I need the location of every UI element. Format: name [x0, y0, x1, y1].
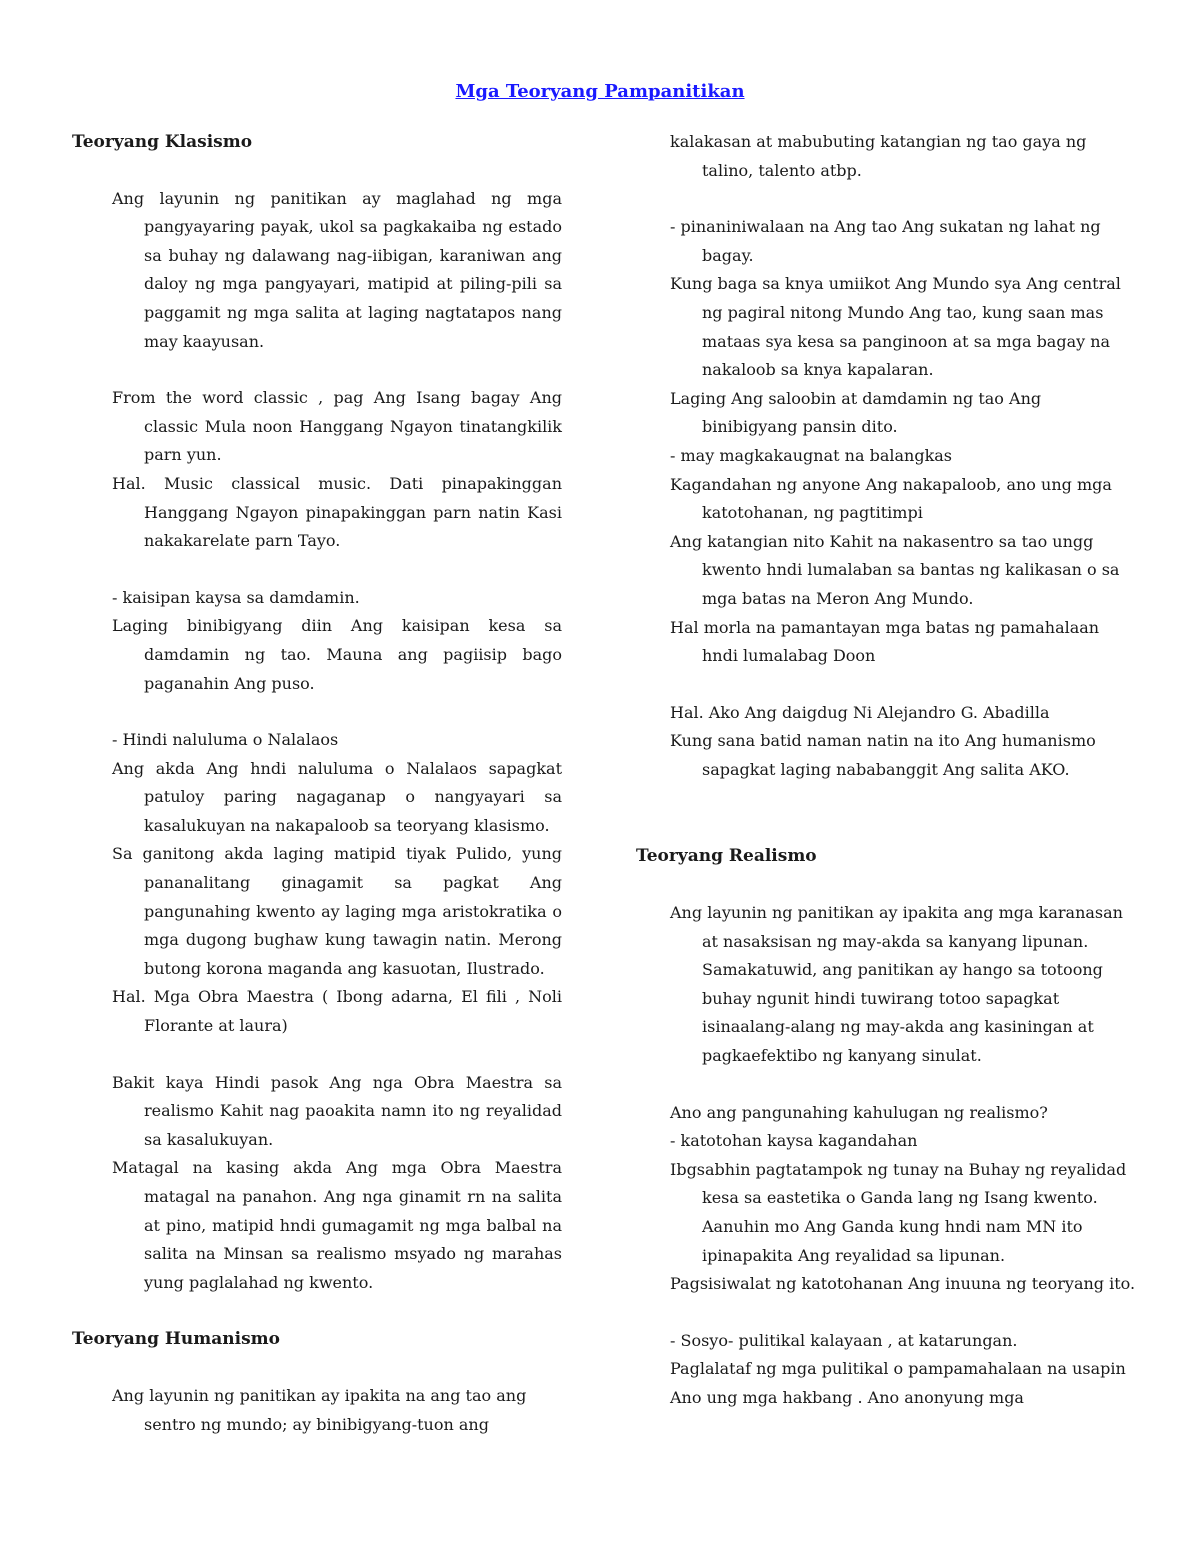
paragraph: Laging binibigyang diin Ang kaisipan kesa sa damdamin ng tao. Mauna ang pagiisip bago paganahin Ang puso.: [112, 616, 562, 693]
paragraph: Pagsisiwalat ng katotohanan Ang inuuna ng teoryang ito.: [670, 1274, 1136, 1294]
paragraph: Kung sana batid naman natin na ito Ang humanismo sapagkat laging nababanggit Ang salita AKO.: [670, 731, 1096, 779]
paragraph: Laging Ang saloobin at damdamin ng tao Ang binibigyang pansin dito.: [670, 388, 1042, 437]
left-column: [72, 128, 562, 1439]
bullet-point: - Sosyo- pulitikal kalayaan , at katarungan.: [670, 1330, 1018, 1350]
humanismo-continued: [636, 128, 1136, 784]
paragraph: Matagal na kasing akda Ang mga Obra Maestra matagal na panahon. Ang nga ginamit rn na salita at pino, matipid hndi gumagamit ng mga balbal na salita na Minsan sa realismo msyado ng marahas yung paglalahad ng kwento.: [112, 1158, 562, 1292]
paragraph: Ang layunin ng panitikan ay maglahad ng mga pangyayaring payak, ukol sa pagkakaiba ng estado sa buhay ng dalawang nag-iibigan, karaniwan ang daloy ng mga pangyayari, matipid at piling-pili sa paggamit ng mga salita at laging nagtatapos nang may kaayusan.: [112, 188, 562, 351]
document-title[interactable]: Mga Teoryang Pampanitikan: [455, 81, 745, 102]
paragraph: Bakit kaya Hindi pasok Ang nga Obra Maestra sa realismo Kahit nag paoakita namn ito ng reyalidad sa kasalukuyan.: [112, 1072, 562, 1149]
realismo-body: [636, 899, 1136, 1413]
paragraph: Sa ganitong akda laging matipid tiyak Pulido, yung pananalitang ginagamit sa pagkat Ang pangunahing kwento ay laging mga aristokratika o mga dugong bughaw kung tawagin natin. Merong butong korona maganda ang kasuotan, Ilustrado.: [112, 844, 562, 978]
right-column: [636, 128, 1136, 1413]
paragraph: Ano ung mga hakbang . Ano anonyung mga: [670, 1387, 1024, 1407]
paragraph: Ano ang pangunahing kahulugan ng realismo?: [670, 1102, 1048, 1122]
paragraph: Ang layunin ng panitikan ay ipakita ang mga karanasan at nasaksisan ng may-akda sa kanyang lipunan. Samakatuwid, ang panitikan ay hango sa totoong buhay ngunit hindi tuwirang totoo sapagkat isinaalang-alang ng may-akda ang kasiningan at pagkaefektibo ng kanyang sinulat.: [670, 903, 1123, 1066]
paragraph: Hal morla na pamantayan mga batas ng pamahalaan hndi lumalabag Doon: [670, 617, 1100, 666]
paragraph: Ang layunin ng panitikan ay ipakita na ang tao ang sentro ng mundo; ay binibigyang-tuon ang: [112, 1385, 527, 1434]
paragraph: kalakasan at mabubuting katangian ng tao gaya ng talino, talento atbp.: [670, 132, 1087, 180]
heading-klasismo: Teoryang Klasismo: [72, 132, 253, 152]
paragraph: Ang akda Ang hndi naluluma o Nalalaos sapagkat patuloy paring nagaganap o nangyayari sa kasalukuyan na nakapaloob sa teoryang klasismo.: [112, 758, 562, 835]
paragraph: Kagandahan ng anyone Ang nakapaloob, ano ung mga katotohanan, ng pagtitimpi: [670, 474, 1112, 523]
paragraph: Hal. Music classical music. Dati pinapakinggan Hanggang Ngayon pinapakinggan parn natin Kasi nakakarelate parn Tayo.: [112, 473, 562, 551]
bullet-point: - may magkakaugnat na balangkas: [670, 445, 953, 465]
bullet-point: - pinaniniwalaan na Ang tao Ang sukatan ng lahat ng bagay.: [670, 217, 1101, 265]
heading-realismo: Teoryang Realismo: [636, 846, 817, 867]
humanismo-body: [72, 1382, 562, 1439]
bullet-point: - katotohan kaysa kagandahan: [670, 1131, 918, 1151]
paragraph: Kung baga sa knya umiikot Ang Mundo sya Ang central ng pagiral nitong Mundo Ang tao, kung saan mas mataas sya kesa sa panginoon at sa mga bagay na nakaloob sa knya kapalaran.: [670, 274, 1121, 380]
paragraph: Ang katangian nito Kahit na nakasentro sa tao ungg kwento hndi lumalaban sa bantas ng kalikasan o sa mga batas na Meron Ang Mundo.: [670, 531, 1120, 608]
bullet-point: - Hindi naluluma o Nalalaos: [112, 730, 339, 750]
klasismo-body: [72, 185, 562, 1298]
paragraph: Hal. Ako Ang daigdug Ni Alejandro G. Abadilla: [670, 702, 1050, 722]
heading-humanismo: Teoryang Humanismo: [72, 1329, 281, 1350]
paragraph: From the word classic , pag Ang Isang bagay Ang classic Mula noon Hanggang Ngayon tinatangkilik parn yun.: [112, 388, 562, 465]
paragraph: Paglalataf ng mga pulitikal o pampamahalaan na usapin: [670, 1359, 1126, 1379]
paragraph: Ibgsabhin pagtatampok ng tunay na Buhay ng reyalidad kesa sa eastetika o Ganda lang ng Isang kwento. Aanuhin mo Ang Ganda kung hndi nam MN ito ipinapakita Ang reyalidad sa lipunan.: [670, 1159, 1127, 1265]
bullet-point: - kaisipan kaysa sa damdamin.: [112, 587, 360, 607]
paragraph: Hal. Mga Obra Maestra ( Ibong adarna, El fili , Noli Florante at laura): [112, 987, 562, 1036]
